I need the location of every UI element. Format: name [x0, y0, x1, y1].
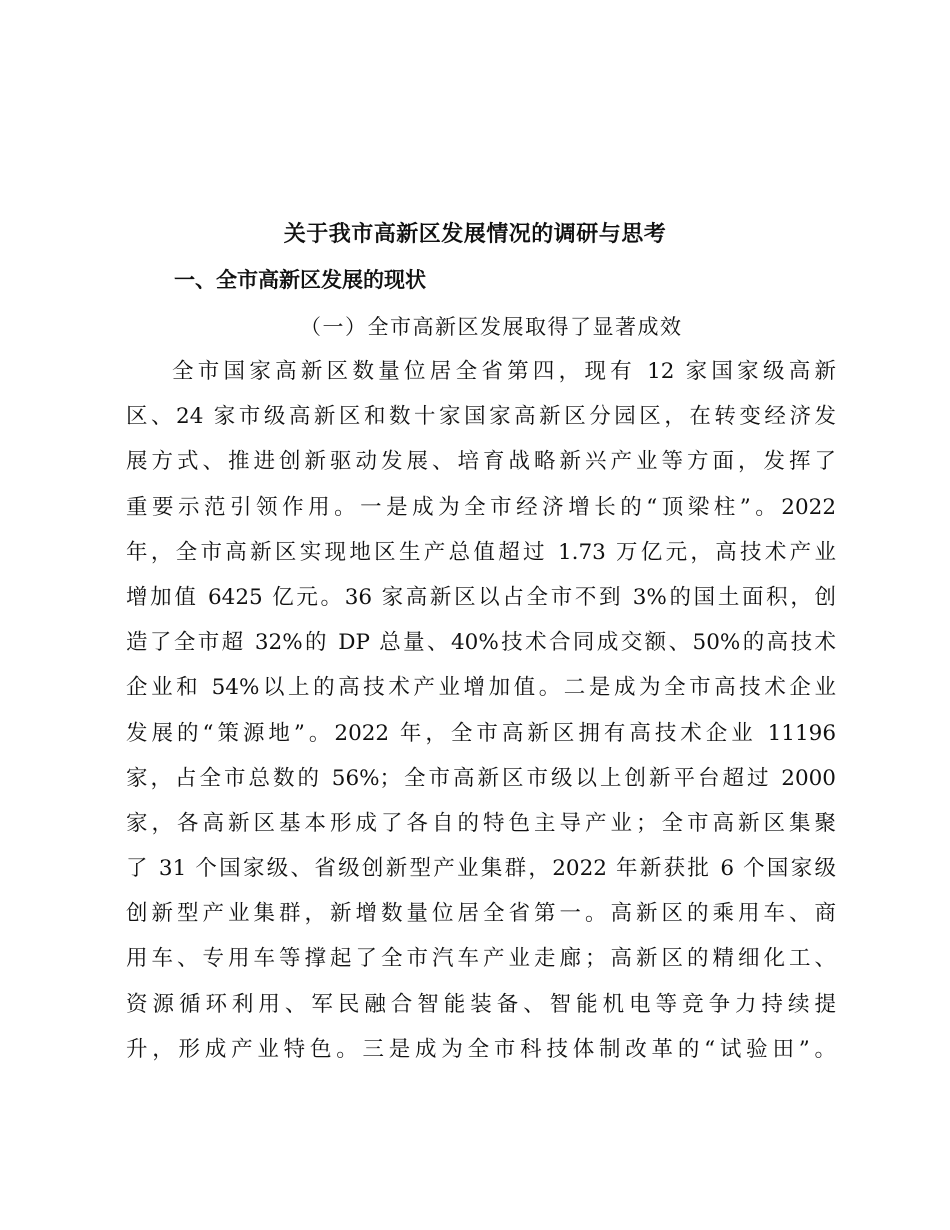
paragraph-line: 展方式、推进创新驱动发展、培育战略新兴产业等方面，发挥了 [126, 449, 836, 475]
subsection-heading: （一）全市高新区发展取得了显著成效 [300, 315, 683, 339]
body-paragraph [126, 349, 836, 1072]
paragraph-line: 企业和 54%以上的高技术产业增加值。二是成为全市高技术企业 [126, 675, 836, 701]
document-title: 关于我市高新区发展情况的调研与思考 [283, 221, 667, 247]
paragraph-line: 区、24 家市级高新区和数十家国家高新区分园区，在转变经济发 [126, 404, 836, 430]
section-heading: 一、全市高新区发展的现状 [174, 268, 426, 292]
paragraph-line: 全市国家高新区数量位居全省第四，现有 12 家国家级高新 [172, 359, 836, 384]
paragraph-line: 发展的“策源地”。2022 年，全市高新区拥有高技术企业 11196 [126, 720, 836, 746]
paragraph-line: 资源循环利用、军民融合智能装备、智能机电等竞争力持续提 [126, 991, 836, 1017]
paragraph-line: 创新型产业集群，新增数量位居全省第一。高新区的乘用车、商 [126, 901, 836, 927]
paragraph-line: 家，各高新区基本形成了各自的特色主导产业；全市高新区集聚 [126, 810, 836, 836]
paragraph-line: 造了全市超 32%的 DP 总量、40%技术合同成交额、50%的高技术 [126, 630, 836, 656]
paragraph-line: 用车、专用车等撑起了全市汽车产业走廊；高新区的精细化工、 [126, 946, 836, 972]
paragraph-line: 家，占全市总数的 56%；全市高新区市级以上创新平台超过 2000 [126, 765, 836, 791]
paragraph-line: 年，全市高新区实现地区生产总值超过 1.73 万亿元，高技术产业 [126, 539, 836, 565]
paragraph-line: 了 31 个国家级、省级创新型产业集群，2022 年新获批 6 个国家级 [126, 856, 836, 882]
paragraph-line: 重要示范引领作用。一是成为全市经济增长的“顶梁柱”。2022 [126, 494, 836, 520]
paragraph-line: 增加值 6425 亿元。36 家高新区以占全市不到 3%的国土面积，创 [126, 584, 836, 610]
paragraph-line: 升，形成产业特色。三是成为全市科技体制改革的“试验田”。 [126, 1036, 836, 1062]
